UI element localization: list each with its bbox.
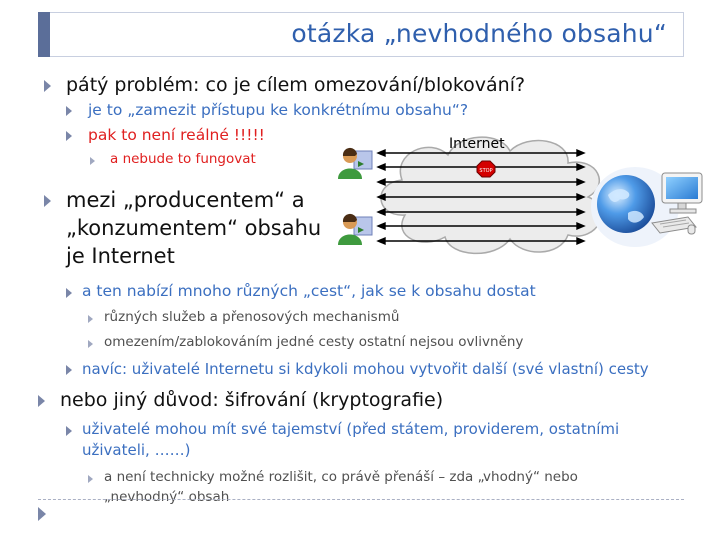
stop-sign-icon xyxy=(477,161,495,177)
sub-sub-bullet-text: a není technicky možné rozlišit, co právě přenáší – zda „vhodný“ nebo xyxy=(104,469,578,485)
sub-sub-bullet-text: omezením/zablokováním jedné cesty ostatní nejsou ovlivněny xyxy=(104,334,524,350)
footer-arrow-icon xyxy=(38,507,46,521)
sub-sub-bullet-text: „nevhodný“ obsah xyxy=(104,489,230,505)
internet-cloud xyxy=(381,137,602,253)
footer-divider xyxy=(38,499,684,500)
bullet-arrow-icon xyxy=(66,426,72,436)
bullet-arrow-icon xyxy=(66,288,72,298)
sub-sub-bullet-text: různých služeb a přenosových mechanismů xyxy=(104,309,400,325)
sub-bullet-text: je to „zamezit přístupu ke konkrétnímu obsahu“? xyxy=(88,101,469,119)
bullet-text: je Internet xyxy=(66,244,175,268)
bullet-arrow-icon xyxy=(66,106,72,116)
sub-bullet-text: a ten nabízí mnoho různých „cest“, jak se k obsahu dostat xyxy=(82,282,536,300)
bullet-arrow-icon xyxy=(88,475,93,483)
bullet-arrow-icon xyxy=(88,315,93,323)
bullet-arrow-icon xyxy=(38,395,45,407)
bullet-arrow-icon xyxy=(44,195,51,207)
title-bar xyxy=(50,12,684,57)
bullet-text: pátý problém: co je cílem omezování/blokování? xyxy=(66,74,526,96)
bullet-arrow-icon xyxy=(44,80,51,92)
internet-paths-diagram xyxy=(330,125,720,260)
slide-title: otázka „nevhodného obsahu“ xyxy=(291,19,667,48)
bullet-arrow-icon xyxy=(90,157,95,165)
sub-bullet-text: uživateli, ……) xyxy=(82,441,191,459)
bullet-text: „konzumentem“ obsahu xyxy=(66,216,322,240)
cloud-label: Internet xyxy=(449,136,505,152)
user-icon xyxy=(338,214,372,245)
svg-text:STOP: STOP xyxy=(479,168,493,174)
user-icon xyxy=(338,148,372,179)
bullet-arrow-icon xyxy=(66,131,72,141)
sub-bullet-text-warning: pak to není reálné !!!!! xyxy=(88,126,265,144)
bullet-arrow-icon xyxy=(88,340,93,348)
bullet-arrow-icon xyxy=(66,365,72,375)
sub-bullet-text: uživatelé mohou mít své tajemství (před státem, providerem, ostatními xyxy=(82,420,620,438)
bullet-text: mezi „producentem“ a xyxy=(66,188,305,212)
title-accent-bar xyxy=(38,12,50,57)
sub-bullet-text: navíc: uživatelé Internetu si kdykoli mohou vytvořit další (své vlastní) cesty xyxy=(82,360,649,378)
sub-sub-bullet-text-warning: a nebude to fungovat xyxy=(110,151,256,167)
bullet-text: nebo jiný důvod: šifrování (kryptografie) xyxy=(60,389,444,411)
